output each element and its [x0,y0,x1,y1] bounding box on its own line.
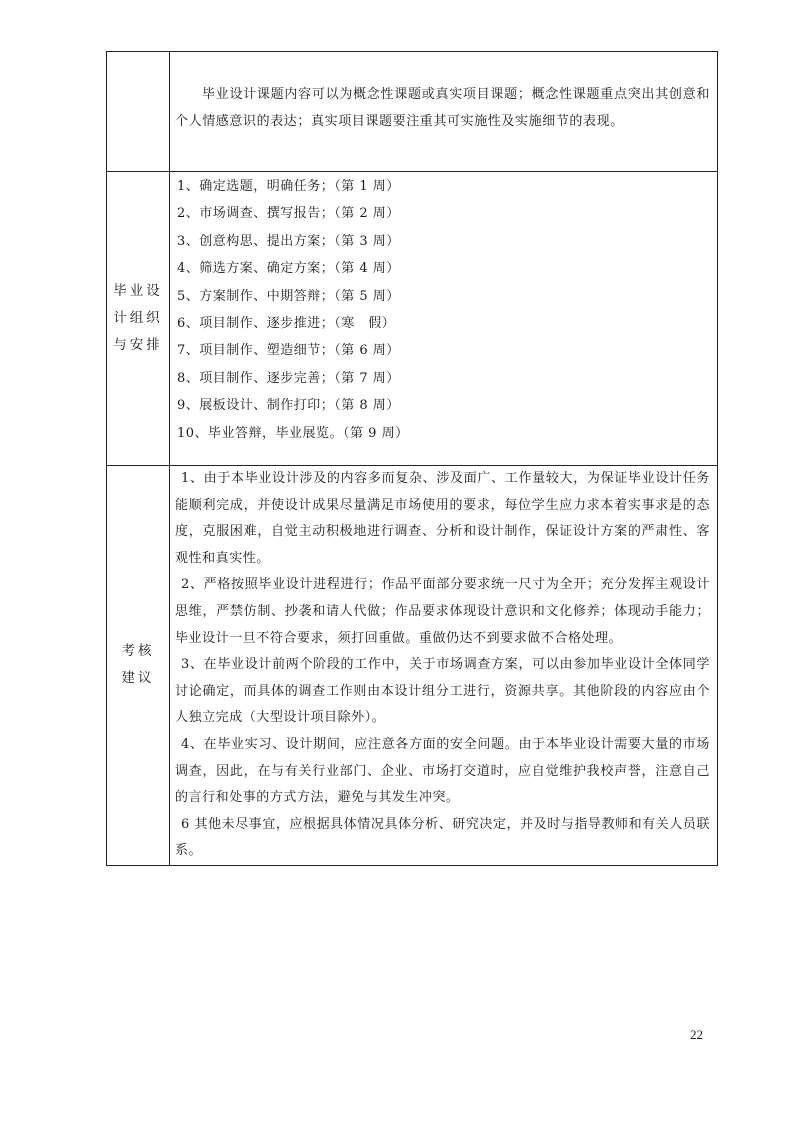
schedule-label-line: 计组织 [113,310,163,326]
schedule-item: 8、项目制作、逐步完善；（第 7 周） [177,370,400,386]
assessment-content-cell [170,466,718,866]
schedule-item: 7、项目制作、塑造细节；（第 6 周） [177,343,400,359]
schedule-label-line: 与安排 [113,337,163,353]
assessment-paragraph: 3、在毕业设计前两个阶段的工作中，关于市场调查方案，可以由参加毕业设计全体同学讨论确定，而具体的调查工作则由本设计组分工进行，资源共享。其他阶段的内容应由个人独立完成（大型设计项目除外）。 [175,657,710,726]
schedule-item: 5、方案制作、中期答辩；（第 5 周） [177,288,400,304]
label-cell-empty [107,52,170,172]
assessment-label-cell [107,466,170,866]
schedule-label-cell [107,172,170,466]
schedule-item: 1、确定选题，明确任务；（第 1 周） [177,179,400,194]
schedule-item: 2、市场调查、撰写报告；（第 2 周） [177,206,400,222]
assessment-label-line: 建议 [121,670,155,687]
assessment-paragraph: 6 其他未尽事宜，应根据具体情况具体分析、研究决定，并及时与指导教师和有关人员联系。 [175,816,710,859]
schedule-item: 10、毕业答辩，毕业展览。（第 9 周） [177,425,409,441]
document-table [106,51,718,866]
table-row-topic [107,52,718,172]
assessment-label-line: 考核 [121,643,155,660]
assessment-paragraph: 2、严格按照毕业设计进程进行；作品平面部分要求统一尺寸为全开；充分发挥主观设计思维，严禁仿制、抄袭和请人代做；作品要求体现设计意识和文化修养；体现动手能力；毕业设计一旦不符合要求，须打回重做。重做仍达不到要求做不合格处理。 [175,577,710,646]
schedule-item: 9、展板设计、制作打印；（第 8 周） [177,398,400,414]
topic-paragraph: 毕业设计课题内容可以为概念性课题或真实项目课题；概念性课题重点突出其创意和个人情感意识的表达；真实项目课题要注重其可实施性及实施细节的表现。 [175,87,710,129]
table-row-schedule [107,172,718,466]
schedule-content-cell [170,172,718,466]
schedule-item: 6、项目制作、逐步推进；（寒 假） [177,315,396,331]
table-row-assessment [107,466,718,866]
schedule-item: 3、创意构思、提出方案；（第 3 周） [177,233,400,249]
assessment-paragraph: 4、在毕业实习、设计期间，应注意各方面的安全问题。由于本毕业设计需要大量的市场调查，因此，在与有关行业部门、企业、市场打交道时，应自觉维护我校声誉，注意自己的言行和处事的方式方法，避免与其发生冲突。 [175,736,710,806]
schedule-label-line: 毕业设 [113,283,163,299]
schedule-item: 4、筛选方案、确定方案；（第 4 周） [177,261,400,277]
page-number: 22 [690,1027,703,1042]
schedule-list [175,172,710,447]
assessment-paragraph: 1、由于本毕业设计涉及的内容多而复杂、涉及面广、工作量较大，为保证毕业设计任务能顺利完成，并使设计成果尽量满足市场使用的要求，每位学生应力求本着实事求是的态度，克服困难，自觉主动积极地进行调查、分析和设计制作，保证设计方案的严肃性、客观性和真实性。 [175,471,710,566]
topic-content-cell [170,52,718,172]
